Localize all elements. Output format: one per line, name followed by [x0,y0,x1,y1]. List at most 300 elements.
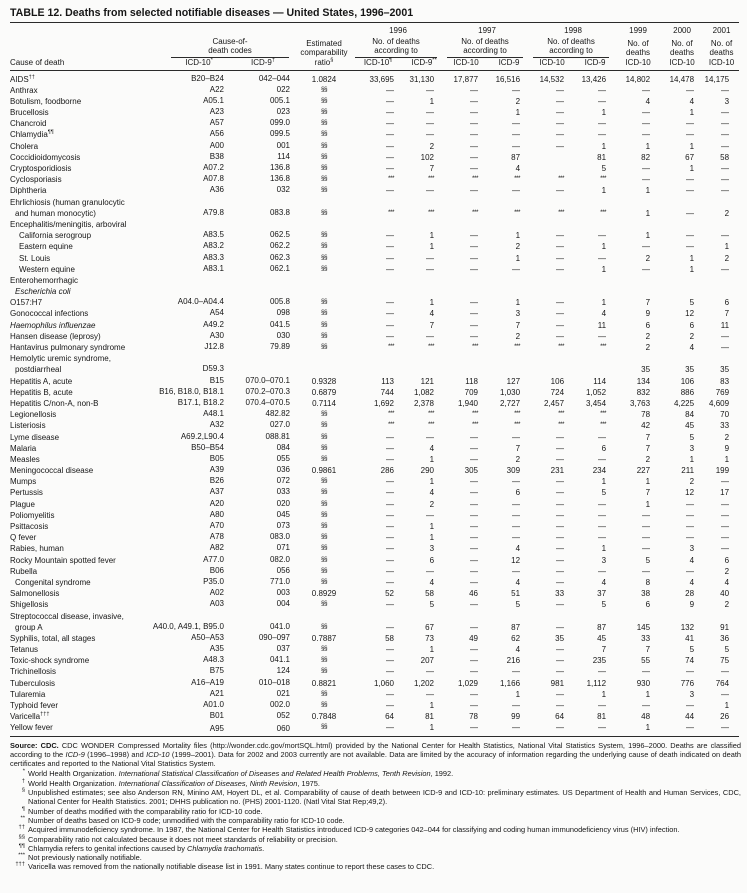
icd10-code-cell: B01 [209,711,224,721]
cause-of-death-label: Pertussis [10,488,43,498]
comparability-ratio-cell: 0.9328 [311,376,337,386]
deaths-value-cell: 5 [515,600,521,610]
comparability-ratio-cell: §§ [320,454,328,462]
footnote-body [28,853,741,862]
deaths-value-cell: 7 [645,432,651,442]
deaths-value-cell: — [352,722,404,736]
deaths-value-cell: 81 [425,712,435,722]
icd10-code-cell: A04.0–A04.4 [177,297,224,307]
deaths-value-cell: 4 [645,96,651,106]
deaths-value-cell: 2 [689,331,695,341]
footnote [10,862,741,871]
deaths-value-cell: — [386,622,394,632]
icd10-code-cell: B20–B24 [191,73,224,83]
deaths-value-cell: 35 [555,633,565,643]
deaths-value-cell: 28 [685,589,695,599]
deaths-value-cell: 1 [645,499,651,509]
deaths-value-cell: — [721,331,730,341]
deaths-value-cell: 305 [464,466,479,476]
table-row [10,566,739,577]
icd9-code-cell: 070.2–070.3 [245,386,290,396]
cause-of-death-header: Cause of death [10,58,168,71]
deaths-value-cell: 58 [385,633,394,643]
cause-of-death-cell [10,342,168,353]
comparability-ratio-cell: §§ [320,499,328,507]
cause-of-death-cell [10,700,168,711]
footnote-marker: † [21,778,25,785]
cause-of-death-cell [10,264,168,275]
deaths-value-cell: 231 [550,466,565,476]
deaths-value-cell: 44 [685,712,695,722]
col-header-1997-icd9: ICD-9 [488,58,530,71]
cause-of-death-cell [10,555,168,566]
icd10-code-cell: A00 [209,140,224,150]
deaths-value-cell: 207 [420,656,435,666]
footnote-body [28,862,741,871]
deaths-value-cell: 769 [715,387,730,397]
icd10-code-cell: A48.3 [203,655,224,665]
deaths-value-cell: 1 [689,141,695,151]
cause-of-death-label: Cryptosporidiosis [10,164,72,173]
table-row [10,275,739,309]
deaths-value-cell: — [686,130,695,140]
deaths-value-cell: — [386,656,394,666]
icd10-code-cell: A57 [209,118,224,128]
deaths-value-cell: — [642,522,651,531]
codes-group-line1: Cause-of- [212,36,248,46]
deaths-value-cell: — [470,152,479,162]
deaths-value-cell: — [686,119,695,129]
deaths-value-cell: — [598,667,607,677]
table-row [10,555,739,566]
cause-of-death-label: Rabies, human [10,544,64,554]
icd9-code-cell: 114 [277,151,290,161]
deaths-value-cell: — [386,522,394,531]
cause-of-death-cell [10,308,168,319]
deaths-value-cell: 6 [724,298,730,308]
table-row [10,185,739,196]
table-row [10,521,739,532]
deaths-value-cell: 4 [429,488,435,498]
deaths-value-cell: 211 [681,466,695,476]
comparability-ratio-cell: §§ [320,622,328,630]
deaths-value-cell: — [721,544,730,554]
deaths-value-cell: *** [600,175,607,183]
comparability-ratio-cell: §§ [320,410,328,418]
table-row [10,118,739,129]
deaths-value-cell: — [470,566,479,576]
codes-group-header [168,36,296,58]
deaths-value-cell: 1 [645,141,651,151]
deaths-value-cell [352,219,404,230]
icd10-code-cell: B05 [209,453,224,463]
deaths-value-cell: 2 [645,253,651,263]
table-row [10,230,739,241]
icd10-code-header: ICD-10* [168,58,230,71]
deaths-value-cell: — [512,499,521,509]
deaths-value-cell: 5 [689,432,695,442]
footnote-text-segment: Chlamydia trachomatis [186,843,263,853]
no-line2: deaths [626,48,651,57]
deaths-value-cell [530,353,574,375]
icd9-code-cell: 083.0 [269,532,290,542]
comparability-ratio-cell: §§ [296,722,352,736]
icd9-code-cell: 082.0 [269,554,290,564]
footnote-body [28,844,741,853]
cause-of-death-cell [10,409,168,420]
deaths-value-cell: — [556,622,565,632]
deaths-value-cell: 12 [685,309,695,319]
deaths-value-cell: — [598,231,607,241]
cause-of-death-cell [10,107,168,118]
deaths-value-cell: 40 [720,589,730,599]
deaths-value-cell: 3 [429,544,435,554]
deaths-value-cell: 1 [689,164,695,173]
deaths-value-cell: — [556,522,565,531]
footnote [10,769,741,778]
deaths-value-cell: — [386,152,394,162]
deaths-value-cell: — [642,667,651,677]
footnote-body [28,788,741,807]
deaths-value-cell: — [556,264,565,274]
deaths-value-cell: 1 [616,722,660,736]
icd10-code-cell: A83.1 [203,263,224,273]
icd9-code-cell: 083.8 [269,207,290,217]
deaths-value-cell: — [386,85,394,95]
deaths-value-cell: — [556,96,565,106]
comparability-ratio-cell: §§ [320,600,328,608]
deaths-value-cell: — [721,119,730,129]
table-header [10,23,739,71]
table-row [10,465,739,476]
icd10-code-cell: A02 [209,588,224,598]
deaths-value-cell: 8 [645,577,651,587]
deaths-value-cell: 1,060 [373,678,394,688]
deaths-value-cell: — [686,566,695,576]
table-row [10,599,739,610]
comparability-ratio-cell: 0.8821 [311,678,337,688]
deaths-value-cell: 1 [429,533,435,543]
cause-of-death-label: Gonococcal infections [10,309,89,319]
table-row [10,107,739,118]
deaths-value-cell: 38 [641,589,651,599]
cause-of-death-label: St. Louis [19,253,51,263]
no-line1: No. of [671,38,693,48]
deaths-value-cell: 2 [724,208,730,218]
deaths-value-cell: 33 [720,421,730,431]
deaths-value-cell: 9 [689,600,695,610]
comparability-ratio-cell: §§ [320,152,328,160]
deaths-value-cell: — [470,164,479,173]
icd9-code-cell: 062.3 [269,252,290,262]
deaths-value-cell: — [470,510,479,520]
deaths-value-cell: — [426,119,435,129]
footnote [10,835,741,844]
deaths-value-cell: — [642,85,651,95]
icd9-code-cell: 022 [276,84,290,94]
icd9-code-cell: 084 [276,442,290,452]
icd10-code-cell: A83.3 [203,252,224,262]
deaths-value-cell: 4 [515,577,521,587]
deaths-value-cell: 113 [381,376,394,386]
cause-of-death-cell [10,96,168,107]
deaths-value-cell: 7 [645,645,651,655]
deaths-value-cell: 4 [601,577,607,587]
deaths-value-cell: — [642,108,651,118]
deaths-value-cell: — [686,186,695,196]
comparability-ratio-cell: §§ [320,231,328,239]
cause-of-death-label: Legionellosis [10,410,57,420]
cause-of-death-cell [10,487,168,498]
deaths-value-cell: — [470,298,479,308]
footnote-marker: § [21,787,25,794]
deaths-value-cell: — [556,510,565,520]
deaths-value-cell: — [556,645,565,655]
deaths-value-cell: — [386,443,394,453]
icd9-code-cell: 037 [276,644,290,654]
icd10-code-cell: A36 [209,185,224,195]
deaths-value-cell: *** [558,175,565,183]
icd9-code-cell: 005.1 [269,95,290,105]
icd10-code-cell: A16–A19 [191,677,224,687]
icd10-code-cell: A50–A53 [191,632,224,642]
deaths-value-cell: 14,532 [539,74,565,84]
deaths-value-cell: — [642,510,651,520]
icd10-code-cell: A05.1 [203,95,224,105]
deaths-value-cell: 2 [429,499,435,509]
year-header-1996: 1996 [389,26,407,35]
deaths-value-cell: — [556,555,565,565]
icd10-code-cell: A54 [209,308,224,318]
deaths-value-cell: — [386,331,394,341]
deaths-value-cell: — [721,343,730,352]
deaths-value-cell: 2 [645,331,651,341]
icd10-code-cell: B15 [209,375,224,385]
deaths-value-cell: — [598,96,607,106]
icd9-code-cell: 79.89 [269,342,290,351]
icd9-code-cell: 002.0 [269,700,290,709]
deaths-value-cell: 2 [515,331,521,341]
deaths-value-cell: — [686,667,695,677]
deaths-value-cell: — [556,656,565,666]
cause-of-death-label: Cyclosporiasis [10,175,62,185]
cause-of-death-cell [10,219,168,230]
deaths-value-cell: — [556,242,565,252]
deaths-value-cell: 227 [636,466,651,476]
deaths-value-cell: — [598,533,607,543]
deaths-value-cell: — [556,253,565,263]
col-header-1996-icd10: ICD-10¶ [352,58,404,71]
icd10-code-cell: A83.2 [203,241,224,251]
deaths-value-cell: — [470,689,479,699]
comparability-ratio-cell [296,219,352,230]
deaths-value-cell: — [721,499,730,509]
table-row [10,308,739,319]
footnote-marker: ** [20,815,25,822]
deaths-value-cell: — [470,555,479,565]
deaths-value-cell: — [386,119,394,129]
deaths-value-cell: 5 [601,164,607,173]
deaths-value-cell: 1,692 [373,398,394,408]
deaths-value-cell: 82 [641,152,651,162]
footnotes [10,741,741,872]
footnote-text-segment: Acquired immunodeficiency syndrome. In 1987, the National Center for Health Statistics introduced ICD-9 categories 042–044 for classifying and coding human immunodeficiency virus (HIV) infection. [28,825,680,835]
year-header-1998: 1998 [564,26,582,35]
table-row [10,711,739,722]
icd9-code-cell: 482.82 [265,409,290,419]
est-line1: Estimated [306,38,342,48]
footnote-text-segment: World Health Organization. [28,778,119,788]
footnote-text-segment: (1999–2001). Data for 2002 and 2003 currently are not available. Data are limited by the accuracy of information regarding the underlying cause of death indicated on death certificates and reported to the National Vital Statistics System. [10,749,741,769]
table-row [10,387,739,398]
deaths-value-cell: 55 [641,656,651,666]
cause-of-death-label: Congenital syndrome [15,577,91,587]
deaths-value-cell: — [556,331,565,341]
table-row [10,331,739,342]
deaths-value-cell: 5 [689,298,695,308]
icd9-code-cell: 124 [276,666,290,676]
deaths-value-cell: — [721,108,730,118]
cause-of-death-label: Shigellosis [10,600,49,610]
footnote-text-segment: Number of deaths based on ICD-9 code; unmodified with the comparability ratio for ICD-10 code. [28,815,345,825]
deaths-value-cell: 4 [429,443,435,453]
deaths-value-cell: 1 [601,689,607,699]
deaths-value-cell: 3,763 [630,398,651,408]
deaths-value-cell: 2 [645,454,651,464]
deaths-value-cell: 67 [685,152,695,162]
deaths-value-cell: 36 [720,633,730,643]
deaths-value-cell: *** [514,208,521,216]
footnote-body [28,779,741,788]
deaths-value-cell: *** [388,343,394,350]
cause-of-death-label: Yellow fever [10,723,53,733]
deaths-value-cell: 87 [511,622,521,632]
deaths-value-cell: 2 [724,566,730,576]
deaths-value-cell: — [470,622,479,632]
deaths-value-cell [660,219,704,230]
deaths-value-cell: — [556,443,565,453]
deaths-value-cell [444,219,488,230]
comparability-ratio-cell: §§ [320,510,328,518]
deaths-value-cell: *** [428,343,435,350]
icd9-code-cell: 136.8 [269,163,290,172]
deaths-value-cell: — [470,533,479,543]
table-row [10,241,739,252]
footnote-text-segment: Source: CDC. [10,740,62,750]
table-row [10,666,739,677]
deaths-value-cell: — [556,432,565,442]
cause-of-death-cell [10,197,168,219]
deaths-value-cell [530,152,574,163]
deaths-value-cell: 1,940 [457,398,479,408]
deaths-value-cell: 3,454 [586,398,607,408]
deaths-value-cell: 2,378 [413,398,435,408]
deaths-value-cell: *** [428,175,435,183]
cause-of-death-label: Chancroid [10,119,47,129]
footnote-text-segment: ICD-10 [146,749,170,759]
deaths-value-cell: — [426,331,435,341]
table-row [10,644,739,655]
cause-of-death-label: Streptococcal disease, invasive, [10,611,124,621]
deaths-value-cell: 1 [689,454,695,464]
cause-of-death-cell [10,85,168,96]
deaths-value-cell: — [686,85,695,95]
icd9-code-cell: 041.5 [269,319,290,329]
deaths-value-cell: *** [600,410,607,418]
cause-of-death-label: Diphtheria [10,186,47,196]
cause-of-death-label: Encephalitis/meningitis, arboviral [10,219,127,229]
deaths-value-cell: — [470,577,479,587]
deaths-value-cell: 5 [601,488,607,498]
icd10-code-cell: B16, B18.0, B18.1 [159,386,224,396]
deaths-value-cell: 1 [515,253,521,263]
deaths-value-cell: — [556,119,565,129]
deaths-value-cell: 776 [680,678,695,688]
deaths-value-cell: — [470,701,479,710]
deaths-value-cell: *** [472,410,479,418]
deaths-value-cell: — [470,522,479,531]
deaths-value-cell: 33,695 [369,74,394,84]
icd9-code-cell: 070.4–070.5 [245,397,290,407]
footnote-marker: ††† [15,861,25,868]
table-row [10,264,739,275]
table-row [10,678,739,689]
deaths-value-cell: 45 [597,633,607,643]
cause-of-death-cell [10,387,168,398]
cause-of-death-cell [10,398,168,409]
icd10-code-cell: A21 [209,688,224,698]
deaths-value-cell: — [686,208,695,218]
deaths-value-cell: 14,802 [625,74,651,84]
footnote-text-segment: . [262,843,265,853]
icd10-code-cell: A56 [209,129,224,139]
cause-of-death-cell [10,611,168,633]
deaths-value-cell: 48 [641,712,651,722]
icd9-code-cell: 010–018 [258,677,290,687]
spacer [10,23,168,36]
icd9-code-cell: 041.0 [269,621,290,631]
deaths-value-cell: — [598,119,607,129]
comparability-ratio-cell: §§ [320,544,328,552]
deaths-value-cell: 4 [429,577,435,587]
nod-line1: No. of deaths [461,36,509,46]
deaths-value-cell: — [470,309,479,319]
comparability-ratio-cell: §§ [320,85,328,93]
icd10-code-cell: A35 [209,644,224,654]
deaths-value-cell: 1 [601,544,607,554]
table-row [10,376,739,387]
deaths-value-cell: 74 [685,656,695,666]
deaths-value-cell: 1 [645,231,651,241]
deaths-value-cell: 744 [380,387,394,397]
deaths-value-cell: 2 [724,600,730,610]
table-row [10,432,739,443]
deaths-value-cell: 216 [506,656,521,666]
deaths-value-cell: — [470,96,479,106]
cause-of-death-cell [10,644,168,655]
icd9-code-cell: 003 [276,588,290,598]
deaths-value-cell: — [470,231,479,241]
deaths-value-cell: — [470,85,479,95]
deaths-value-cell: — [386,298,394,308]
deaths-value-cell: — [556,600,565,610]
deaths-value-cell: 46 [469,589,479,599]
icd10-code-cell: A80 [209,509,224,519]
deaths-value-cell: 6 [515,488,521,498]
deaths-value-cell: — [598,454,607,464]
deaths-value-cell: 45 [685,421,695,431]
deaths-value-cell: — [556,108,565,118]
